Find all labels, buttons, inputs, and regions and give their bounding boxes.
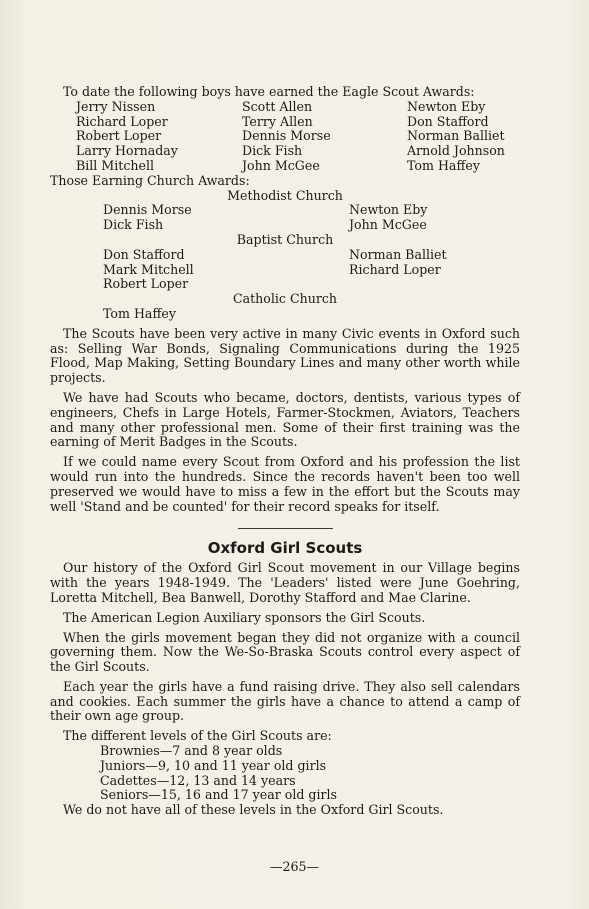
church-name: Newton Eby: [349, 202, 428, 218]
professions-paragraph: We have had Scouts who became, doctors, dentists, various types of engineers, Chefs in Large Hotels, Farmer-Stockmen, Aviators, Teachers and many other professional men. Some of their first training was the earning of Merit Badges in the Scouts.: [50, 389, 520, 450]
church-name: Dennis Morse: [103, 202, 192, 218]
records-paragraph: If we could name every Scout from Oxford and his profession the list would run into the hundreds. Since the records haven't been too well preserved we would have to miss a few in the effort but the Scouts may well 'Stand and be counted' for their record speaks for itself.: [50, 454, 520, 514]
church-name: Dick Fish: [103, 217, 164, 233]
church-name: Mark Mitchell: [103, 261, 194, 277]
eagle-name: Don Stafford: [407, 113, 489, 129]
eagle-name: Larry Hornaday: [76, 143, 178, 159]
eagle-name: Arnold Johnson: [407, 143, 505, 159]
level-item: Brownies—7 and 8 year olds: [100, 743, 283, 759]
catholic-heading: Catholic Church: [232, 291, 338, 307]
church-awards-intro: Those Earning Church Awards:: [50, 172, 250, 188]
eagle-name: Dennis Morse: [242, 128, 331, 144]
methodist-heading: Methodist Church: [227, 187, 343, 203]
levels-intro: The different levels of the Girl Scouts are:: [63, 728, 332, 744]
section-divider: [238, 528, 333, 529]
eagle-intro: To date the following boys have earned the Eagle Scout Awards:: [63, 84, 475, 99]
eagle-name: Jerry Nissen: [76, 98, 156, 114]
baptist-heading: Baptist Church: [236, 231, 334, 247]
level-item: Seniors—15, 16 and 17 year old girls: [100, 787, 338, 803]
church-name: Tom Haffey: [103, 305, 176, 321]
eagle-name: Newton Eby: [407, 98, 486, 114]
eagle-name: Terry Allen: [242, 113, 313, 129]
girl-history-paragraph: Our history of the Oxford Girl Scout movement in our Village begins with the years 1948-1949. The 'Leaders' listed were June Goehring, Loretta Mitchell, Bea Banwell, Dorothy Stafford and Mae Clarine.: [50, 560, 520, 605]
eagle-name: Tom Haffey: [407, 157, 480, 173]
church-name: Don Stafford: [103, 246, 185, 262]
eagle-name: Scott Allen: [242, 98, 313, 114]
church-name: John McGee: [349, 217, 427, 233]
levels-list: [100, 744, 520, 803]
sponsor-paragraph: The American Legion Auxiliary sponsors the Girl Scouts.: [63, 609, 426, 625]
eagle-name: John McGee: [242, 157, 320, 173]
council-paragraph: When the girls movement began they did not organize with a council governing them. Now the We-So-Braska Scouts control every aspect of the Girl Scouts.: [50, 629, 520, 675]
level-item: Juniors—9, 10 and 11 year old girls: [100, 757, 327, 773]
page-number: —265—: [269, 859, 320, 874]
closing-paragraph: We do not have all of these levels in the Oxford Girl Scouts.: [63, 802, 444, 818]
eagle-name: Bill Mitchell: [76, 157, 154, 173]
church-name: Richard Loper: [349, 261, 441, 277]
methodist-list: [103, 203, 520, 233]
eagle-name: Robert Loper: [76, 128, 162, 144]
catholic-list: [103, 307, 520, 322]
eagle-scout-list: [76, 100, 520, 174]
eagle-name: Dick Fish: [242, 143, 303, 159]
eagle-name: Norman Balliet: [407, 128, 505, 144]
civic-paragraph: The Scouts have been very active in many Civic events in Oxford such as: Selling War Bonds, Signaling Communications during the 1925 Flood, Map Making, Setting Boundary Lines and many other worth while projects.: [50, 325, 520, 386]
eagle-name: Richard Loper: [76, 113, 168, 129]
level-item: Cadettes—12, 13 and 14 years: [100, 772, 296, 788]
fundraising-paragraph: Each year the girls have a fund raising drive. They also sell calendars and cookies. Each summer the girls have a chance to attend a camp of their own age group.: [50, 678, 520, 724]
church-name: Robert Loper: [103, 276, 189, 292]
page-content: [50, 85, 520, 818]
church-name: Norman Balliet: [349, 246, 447, 262]
girl-scouts-title: Oxford Girl Scouts: [207, 539, 363, 558]
baptist-list: [103, 248, 520, 292]
